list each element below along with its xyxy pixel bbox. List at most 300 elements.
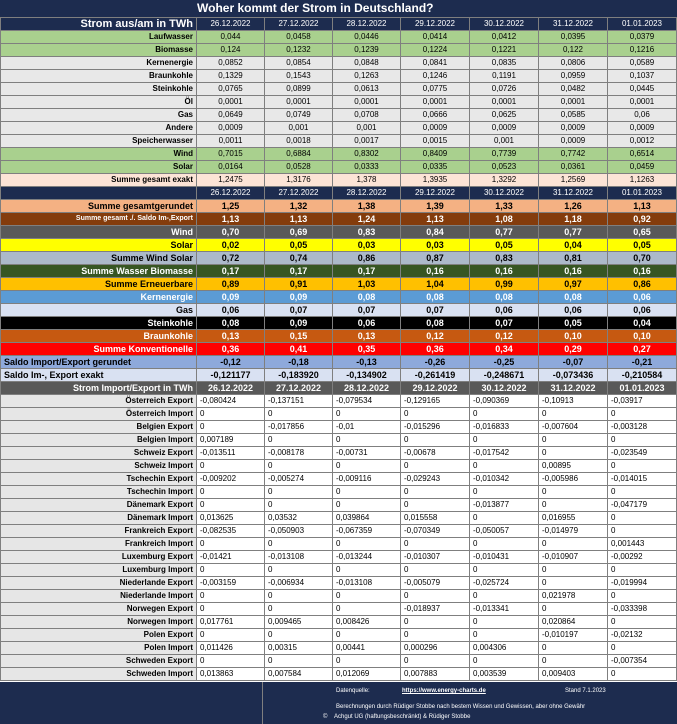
summary-row: [1, 330, 677, 343]
summary-row: [1, 239, 677, 252]
date-header-cell: 26.12.2022: [197, 187, 265, 200]
import-export-table: [0, 381, 677, 681]
flow-value-cell: -0,050903: [265, 525, 333, 538]
summary-value-cell: 0,83: [333, 226, 401, 239]
summary-value-cell: 0,17: [333, 265, 401, 278]
energy-value-cell: 0,0589: [608, 57, 677, 70]
summary-value-cell: 0,06: [539, 304, 608, 317]
summary-value-cell: 1,13: [265, 213, 333, 226]
energy-value-cell: 0,1543: [265, 70, 333, 83]
energy-value-cell: 0,0009: [470, 122, 539, 135]
flow-row-label: Österreich Export: [1, 395, 197, 408]
energy-row-label: Braunkohle: [1, 70, 197, 83]
flow-value-cell: -0,007354: [608, 655, 677, 668]
flow-row-label: Luxemburg Export: [1, 551, 197, 564]
summary-value-cell: 0,09: [197, 291, 265, 304]
energy-row-label: Öl: [1, 96, 197, 109]
flow-value-cell: -0,023549: [608, 447, 677, 460]
energy-value-cell: 0,0001: [197, 96, 265, 109]
summary-value-cell: 0,16: [608, 265, 677, 278]
flow-value-cell: 0: [539, 577, 608, 590]
summary-value-cell: 1,04: [401, 278, 470, 291]
energy-row-label: Summe gesamt exakt: [1, 174, 197, 187]
summary-value-cell: 0,87: [401, 252, 470, 265]
flow-value-cell: 0: [401, 655, 470, 668]
date-header-cell: 27.12.2022: [265, 187, 333, 200]
summary-row: [1, 369, 677, 382]
summary-row-label: Summe Wind Solar: [1, 252, 197, 265]
energy-value-cell: 0,0012: [608, 135, 677, 148]
energy-value-cell: 0,1246: [401, 70, 470, 83]
energy-value-cell: 0,0009: [197, 122, 265, 135]
flow-value-cell: 0,020864: [539, 616, 608, 629]
energy-value-cell: 1,2475: [197, 174, 265, 187]
energy-value-cell: 0,124: [197, 44, 265, 57]
energy-row-label: Steinkohle: [1, 83, 197, 96]
flow-value-cell: 0: [197, 499, 265, 512]
energy-value-cell: 1,378: [333, 174, 401, 187]
flow-value-cell: -0,013341: [470, 603, 539, 616]
summary-value-cell: 0,02: [197, 239, 265, 252]
summary-value-cell: 0,06: [333, 317, 401, 330]
energy-value-cell: 0,8302: [333, 148, 401, 161]
flow-value-cell: 0,00315: [265, 642, 333, 655]
energy-value-cell: 0,0482: [539, 83, 608, 96]
summary-value-cell: 0,06: [197, 304, 265, 317]
date-header-cell: 26.12.2022: [197, 382, 265, 395]
summary-row-label: Summe gesamtgerundet: [1, 200, 197, 213]
flow-value-cell: 0: [197, 603, 265, 616]
flow-value-cell: 0,03532: [265, 512, 333, 525]
flow-value-cell: 0,007189: [197, 434, 265, 447]
flow-value-cell: -0,013244: [333, 551, 401, 564]
flow-value-cell: 0,003539: [470, 668, 539, 681]
flow-value-cell: 0: [470, 590, 539, 603]
summary-value-cell: 0,03: [333, 239, 401, 252]
energy-value-cell: 0,0775: [401, 83, 470, 96]
flow-value-cell: -0,047179: [608, 499, 677, 512]
flow-value-cell: 0: [197, 421, 265, 434]
date-header-cell: 30.12.2022: [470, 18, 539, 31]
summary-value-cell: -0,183920: [265, 369, 333, 382]
flow-row-label: Österreich Import: [1, 408, 197, 421]
flow-value-cell: 0: [608, 408, 677, 421]
energy-row: [1, 109, 677, 122]
summary-value-cell: 0,08: [401, 291, 470, 304]
summary-row: [1, 291, 677, 304]
flow-value-cell: 0: [539, 447, 608, 460]
flow-value-cell: 0: [470, 486, 539, 499]
summary-value-cell: 0,03: [401, 239, 470, 252]
summary-row: [1, 343, 677, 356]
flow-value-cell: 0: [401, 408, 470, 421]
copyright-icon: ©: [323, 714, 328, 720]
flow-row: [1, 603, 677, 616]
energy-value-cell: 0,0959: [539, 70, 608, 83]
date-header-cell: 30.12.2022: [470, 187, 539, 200]
flow-value-cell: 0: [470, 538, 539, 551]
energy-value-cell: 0,1191: [470, 70, 539, 83]
flow-value-cell: 0: [197, 564, 265, 577]
summary-value-cell: 0,99: [470, 278, 539, 291]
summary-value-cell: -0,25: [470, 356, 539, 369]
flow-value-cell: 0: [470, 512, 539, 525]
flow-row-label: Tschechin Export: [1, 473, 197, 486]
flow-row: [1, 538, 677, 551]
flow-row-label: Belgien Import: [1, 434, 197, 447]
energy-table: [0, 17, 677, 187]
energy-value-cell: 0,001: [470, 135, 539, 148]
flow-value-cell: -0,003159: [197, 577, 265, 590]
flow-row: [1, 473, 677, 486]
summary-row-label: Wind: [1, 226, 197, 239]
flow-value-cell: 0: [333, 564, 401, 577]
energy-value-cell: 0,0001: [608, 96, 677, 109]
summary-header-blank: [1, 187, 197, 200]
flow-value-cell: -0,003128: [608, 421, 677, 434]
flow-value-cell: 0: [265, 434, 333, 447]
energy-value-cell: 0,7742: [539, 148, 608, 161]
energy-value-cell: 0,1239: [333, 44, 401, 57]
flow-value-cell: 0: [470, 655, 539, 668]
energy-value-cell: 0,0335: [401, 161, 470, 174]
summary-value-cell: 0,34: [470, 343, 539, 356]
energy-value-cell: 0,0001: [265, 96, 333, 109]
flow-value-cell: -0,010307: [401, 551, 470, 564]
summary-value-cell: 1,13: [197, 213, 265, 226]
flow-value-cell: -0,080424: [197, 395, 265, 408]
summary-row-label: Solar: [1, 239, 197, 252]
flow-value-cell: -0,015296: [401, 421, 470, 434]
energy-value-cell: 0,0852: [197, 57, 265, 70]
flow-row-label: Polen Export: [1, 629, 197, 642]
flow-value-cell: -0,129165: [401, 395, 470, 408]
energy-row: [1, 148, 677, 161]
summary-value-cell: 1,03: [333, 278, 401, 291]
summary-value-cell: 0,12: [401, 330, 470, 343]
date-header-cell: 27.12.2022: [265, 18, 333, 31]
flow-value-cell: 0,017761: [197, 616, 265, 629]
energy-value-cell: 0,0749: [265, 109, 333, 122]
energy-value-cell: 0,0726: [470, 83, 539, 96]
flow-row: [1, 668, 677, 681]
summary-value-cell: 1,24: [333, 213, 401, 226]
flow-value-cell: -0,025724: [470, 577, 539, 590]
flow-row: [1, 512, 677, 525]
summary-value-cell: 0,07: [470, 317, 539, 330]
energy-header-row: [1, 18, 677, 31]
summary-value-cell: 0,13: [333, 330, 401, 343]
energy-value-cell: 0,0395: [539, 31, 608, 44]
flow-row: [1, 447, 677, 460]
flow-value-cell: 0: [539, 564, 608, 577]
summary-row-label: Kernenergie: [1, 291, 197, 304]
page-title: Woher kommt der Strom in Deutschland?: [197, 1, 434, 15]
flow-value-cell: -0,013108: [265, 551, 333, 564]
summary-row: [1, 226, 677, 239]
energy-value-cell: 0,0001: [539, 96, 608, 109]
flow-row: [1, 486, 677, 499]
summary-value-cell: 0,91: [265, 278, 333, 291]
energy-value-cell: 0,1263: [333, 70, 401, 83]
flow-value-cell: 0: [539, 603, 608, 616]
flow-value-cell: -0,010342: [470, 473, 539, 486]
energy-value-cell: 0,0379: [608, 31, 677, 44]
summary-value-cell: 0,05: [608, 239, 677, 252]
energy-value-cell: 1,3935: [401, 174, 470, 187]
energy-value-cell: 0,0412: [470, 31, 539, 44]
flow-value-cell: -0,018937: [401, 603, 470, 616]
energy-row: [1, 57, 677, 70]
summary-value-cell: 0,77: [539, 226, 608, 239]
flow-value-cell: -0,033398: [608, 603, 677, 616]
flow-value-cell: 0: [539, 655, 608, 668]
summary-row-label: Summe Erneuerbare: [1, 278, 197, 291]
summary-value-cell: 0,92: [608, 213, 677, 226]
summary-value-cell: 0,84: [401, 226, 470, 239]
summary-value-cell: 1,26: [539, 200, 608, 213]
date-header-cell: 31.12.2022: [539, 187, 608, 200]
flow-value-cell: 0: [539, 434, 608, 447]
summary-value-cell: 0,08: [539, 291, 608, 304]
flow-row-label: Schweden Import: [1, 668, 197, 681]
flow-value-cell: -0,010197: [539, 629, 608, 642]
summary-value-cell: 0,16: [539, 265, 608, 278]
energy-value-cell: 0,0841: [401, 57, 470, 70]
energy-value-cell: 0,0001: [333, 96, 401, 109]
flow-value-cell: -0,137151: [265, 395, 333, 408]
energy-value-cell: 1,3176: [265, 174, 333, 187]
flow-value-cell: 0: [265, 629, 333, 642]
energy-value-cell: 0,0708: [333, 109, 401, 122]
flow-value-cell: -0,013511: [197, 447, 265, 460]
energy-row-label: Solar: [1, 161, 197, 174]
flow-row-label: Tschechin Import: [1, 486, 197, 499]
flow-value-cell: 0: [608, 564, 677, 577]
flow-value-cell: 0: [470, 616, 539, 629]
flow-row-label: Dänemark Export: [1, 499, 197, 512]
flow-value-cell: -0,010907: [539, 551, 608, 564]
flow-value-cell: 0: [197, 460, 265, 473]
flow-value-cell: -0,005079: [401, 577, 470, 590]
date-header-cell: 29.12.2022: [401, 187, 470, 200]
flow-value-cell: 0: [333, 629, 401, 642]
flow-value-cell: -0,017542: [470, 447, 539, 460]
date-header-cell: 31.12.2022: [539, 382, 608, 395]
flow-value-cell: 0: [539, 538, 608, 551]
footer: [0, 682, 677, 724]
energy-value-cell: 0,1221: [470, 44, 539, 57]
summary-value-cell: 0,86: [608, 278, 677, 291]
flow-value-cell: 0: [608, 616, 677, 629]
flow-value-cell: 0,004306: [470, 642, 539, 655]
energy-value-cell: 0,0528: [265, 161, 333, 174]
energy-value-cell: 0,0854: [265, 57, 333, 70]
energy-value-cell: 0,8409: [401, 148, 470, 161]
summary-value-cell: -0,134902: [333, 369, 401, 382]
summary-value-cell: 0,07: [265, 304, 333, 317]
summary-value-cell: 0,08: [470, 291, 539, 304]
summary-row-label: Braunkohle: [1, 330, 197, 343]
energy-value-cell: 0,0017: [333, 135, 401, 148]
summary-value-cell: -0,210584: [608, 369, 677, 382]
energy-value-cell: 0,0009: [401, 122, 470, 135]
flow-value-cell: -0,082535: [197, 525, 265, 538]
summary-value-cell: 0,06: [470, 304, 539, 317]
summary-value-cell: 0,97: [539, 278, 608, 291]
flow-value-cell: -0,050057: [470, 525, 539, 538]
summary-value-cell: 0,05: [265, 239, 333, 252]
summary-value-cell: 0,29: [539, 343, 608, 356]
energy-value-cell: 0,0899: [265, 83, 333, 96]
summary-value-cell: 0,07: [401, 304, 470, 317]
summary-value-cell: 0,83: [470, 252, 539, 265]
flow-row-label: Schweiz Export: [1, 447, 197, 460]
flow-value-cell: -0,00731: [333, 447, 401, 460]
flow-value-cell: 0,021978: [539, 590, 608, 603]
copyright-text: Achgut UG (haftungsbeschränkt) & Rüdiger Stobbe: [334, 714, 471, 720]
summary-value-cell: 0,04: [539, 239, 608, 252]
summary-value-cell: 1,18: [539, 213, 608, 226]
flow-value-cell: 0: [608, 668, 677, 681]
energy-value-cell: 0,1232: [265, 44, 333, 57]
energy-value-cell: 1,3292: [470, 174, 539, 187]
energy-value-cell: 0,0018: [265, 135, 333, 148]
flow-value-cell: 0: [333, 538, 401, 551]
flow-row-label: Niederlande Import: [1, 590, 197, 603]
flow-value-cell: -0,010431: [470, 551, 539, 564]
energy-row: [1, 174, 677, 187]
flow-row-label: Polen Import: [1, 642, 197, 655]
flow-row-label: Schweiz Import: [1, 460, 197, 473]
energy-value-cell: 0,0009: [608, 122, 677, 135]
summary-value-cell: 0,08: [197, 317, 265, 330]
summary-table: [0, 186, 677, 382]
flow-value-cell: 0: [197, 486, 265, 499]
summary-value-cell: 0,81: [539, 252, 608, 265]
source-link[interactable]: https://www.energy-charts.de: [402, 688, 486, 694]
flow-row: [1, 642, 677, 655]
flow-value-cell: 0: [401, 434, 470, 447]
flow-value-cell: 0,000296: [401, 642, 470, 655]
summary-value-cell: 0,35: [333, 343, 401, 356]
summary-value-cell: 0,10: [608, 330, 677, 343]
energy-row-label: Kernenergie: [1, 57, 197, 70]
flow-header-row: [1, 382, 677, 395]
energy-value-cell: 0,0806: [539, 57, 608, 70]
flow-value-cell: 0: [333, 499, 401, 512]
summary-value-cell: 0,17: [197, 265, 265, 278]
summary-row: [1, 304, 677, 317]
energy-value-cell: 0,0009: [539, 122, 608, 135]
flow-value-cell: 0,012069: [333, 668, 401, 681]
flow-value-cell: -0,009202: [197, 473, 265, 486]
date-header-cell: 28.12.2022: [333, 382, 401, 395]
flow-value-cell: -0,005274: [265, 473, 333, 486]
flow-value-cell: 0: [197, 655, 265, 668]
summary-value-cell: 0,05: [470, 239, 539, 252]
flow-value-cell: 0: [539, 642, 608, 655]
energy-value-cell: 0,0009: [539, 135, 608, 148]
flow-row-label: Norwegen Export: [1, 603, 197, 616]
flow-value-cell: 0,00895: [539, 460, 608, 473]
energy-value-cell: 0,001: [265, 122, 333, 135]
flow-row: [1, 616, 677, 629]
summary-value-cell: 0,69: [265, 226, 333, 239]
flow-row-label: Luxemburg Import: [1, 564, 197, 577]
summary-value-cell: 0,04: [608, 317, 677, 330]
summary-value-cell: 0,08: [333, 291, 401, 304]
flow-value-cell: -0,090369: [470, 395, 539, 408]
flow-value-cell: 0: [470, 460, 539, 473]
flow-value-cell: -0,017856: [265, 421, 333, 434]
flow-value-cell: 0: [470, 434, 539, 447]
energy-value-cell: 1,1263: [608, 174, 677, 187]
energy-row: [1, 122, 677, 135]
summary-value-cell: 1,32: [265, 200, 333, 213]
energy-header-label: Strom aus/am in TWh: [1, 18, 197, 31]
summary-value-cell: -0,26: [401, 356, 470, 369]
energy-value-cell: 0,0666: [401, 109, 470, 122]
summary-value-cell: 0,15: [265, 330, 333, 343]
flow-value-cell: -0,019994: [608, 577, 677, 590]
summary-value-cell: 0,36: [401, 343, 470, 356]
energy-row-label: Andere: [1, 122, 197, 135]
energy-value-cell: 0,0011: [197, 135, 265, 148]
energy-value-cell: 0,0649: [197, 109, 265, 122]
summary-value-cell: 0,17: [265, 265, 333, 278]
summary-row: [1, 252, 677, 265]
summary-value-cell: 0,07: [333, 304, 401, 317]
flow-value-cell: 0: [197, 408, 265, 421]
summary-value-cell: 0,89: [197, 278, 265, 291]
flow-value-cell: 0,015558: [401, 512, 470, 525]
disclaimer-text: Berechnungen durch Rüdiger Stobbe nach bestem Wissen und Gewissen, aber ohne Gewähr: [336, 704, 586, 710]
energy-value-cell: 0,0848: [333, 57, 401, 70]
energy-value-cell: 0,044: [197, 31, 265, 44]
flow-row: [1, 551, 677, 564]
energy-value-cell: 0,0459: [608, 161, 677, 174]
flow-value-cell: 0: [401, 629, 470, 642]
summary-row-label: Saldo Im-, Export exakt: [1, 369, 197, 382]
flow-value-cell: 0: [539, 408, 608, 421]
energy-value-cell: 0,7015: [197, 148, 265, 161]
flow-value-cell: 0: [333, 590, 401, 603]
energy-value-cell: 0,0414: [401, 31, 470, 44]
summary-value-cell: 0,70: [197, 226, 265, 239]
summary-value-cell: 0,05: [539, 317, 608, 330]
flow-value-cell: 0,011426: [197, 642, 265, 655]
summary-value-cell: 0,65: [608, 226, 677, 239]
flow-value-cell: 0,016955: [539, 512, 608, 525]
flow-row: [1, 525, 677, 538]
flow-row-label: Frankreich Import: [1, 538, 197, 551]
flow-row: [1, 564, 677, 577]
energy-row: [1, 135, 677, 148]
energy-value-cell: 0,1037: [608, 70, 677, 83]
summary-row: [1, 278, 677, 291]
summary-value-cell: -0,07: [539, 356, 608, 369]
flow-row-label: Frankreich Export: [1, 525, 197, 538]
energy-value-cell: 0,6884: [265, 148, 333, 161]
flow-value-cell: 0,007584: [265, 668, 333, 681]
flow-value-cell: -0,029243: [401, 473, 470, 486]
energy-row-label: Biomasse: [1, 44, 197, 57]
energy-row: [1, 70, 677, 83]
flow-row-label: Dänemark Import: [1, 512, 197, 525]
energy-value-cell: 0,0333: [333, 161, 401, 174]
flow-value-cell: 0: [265, 590, 333, 603]
